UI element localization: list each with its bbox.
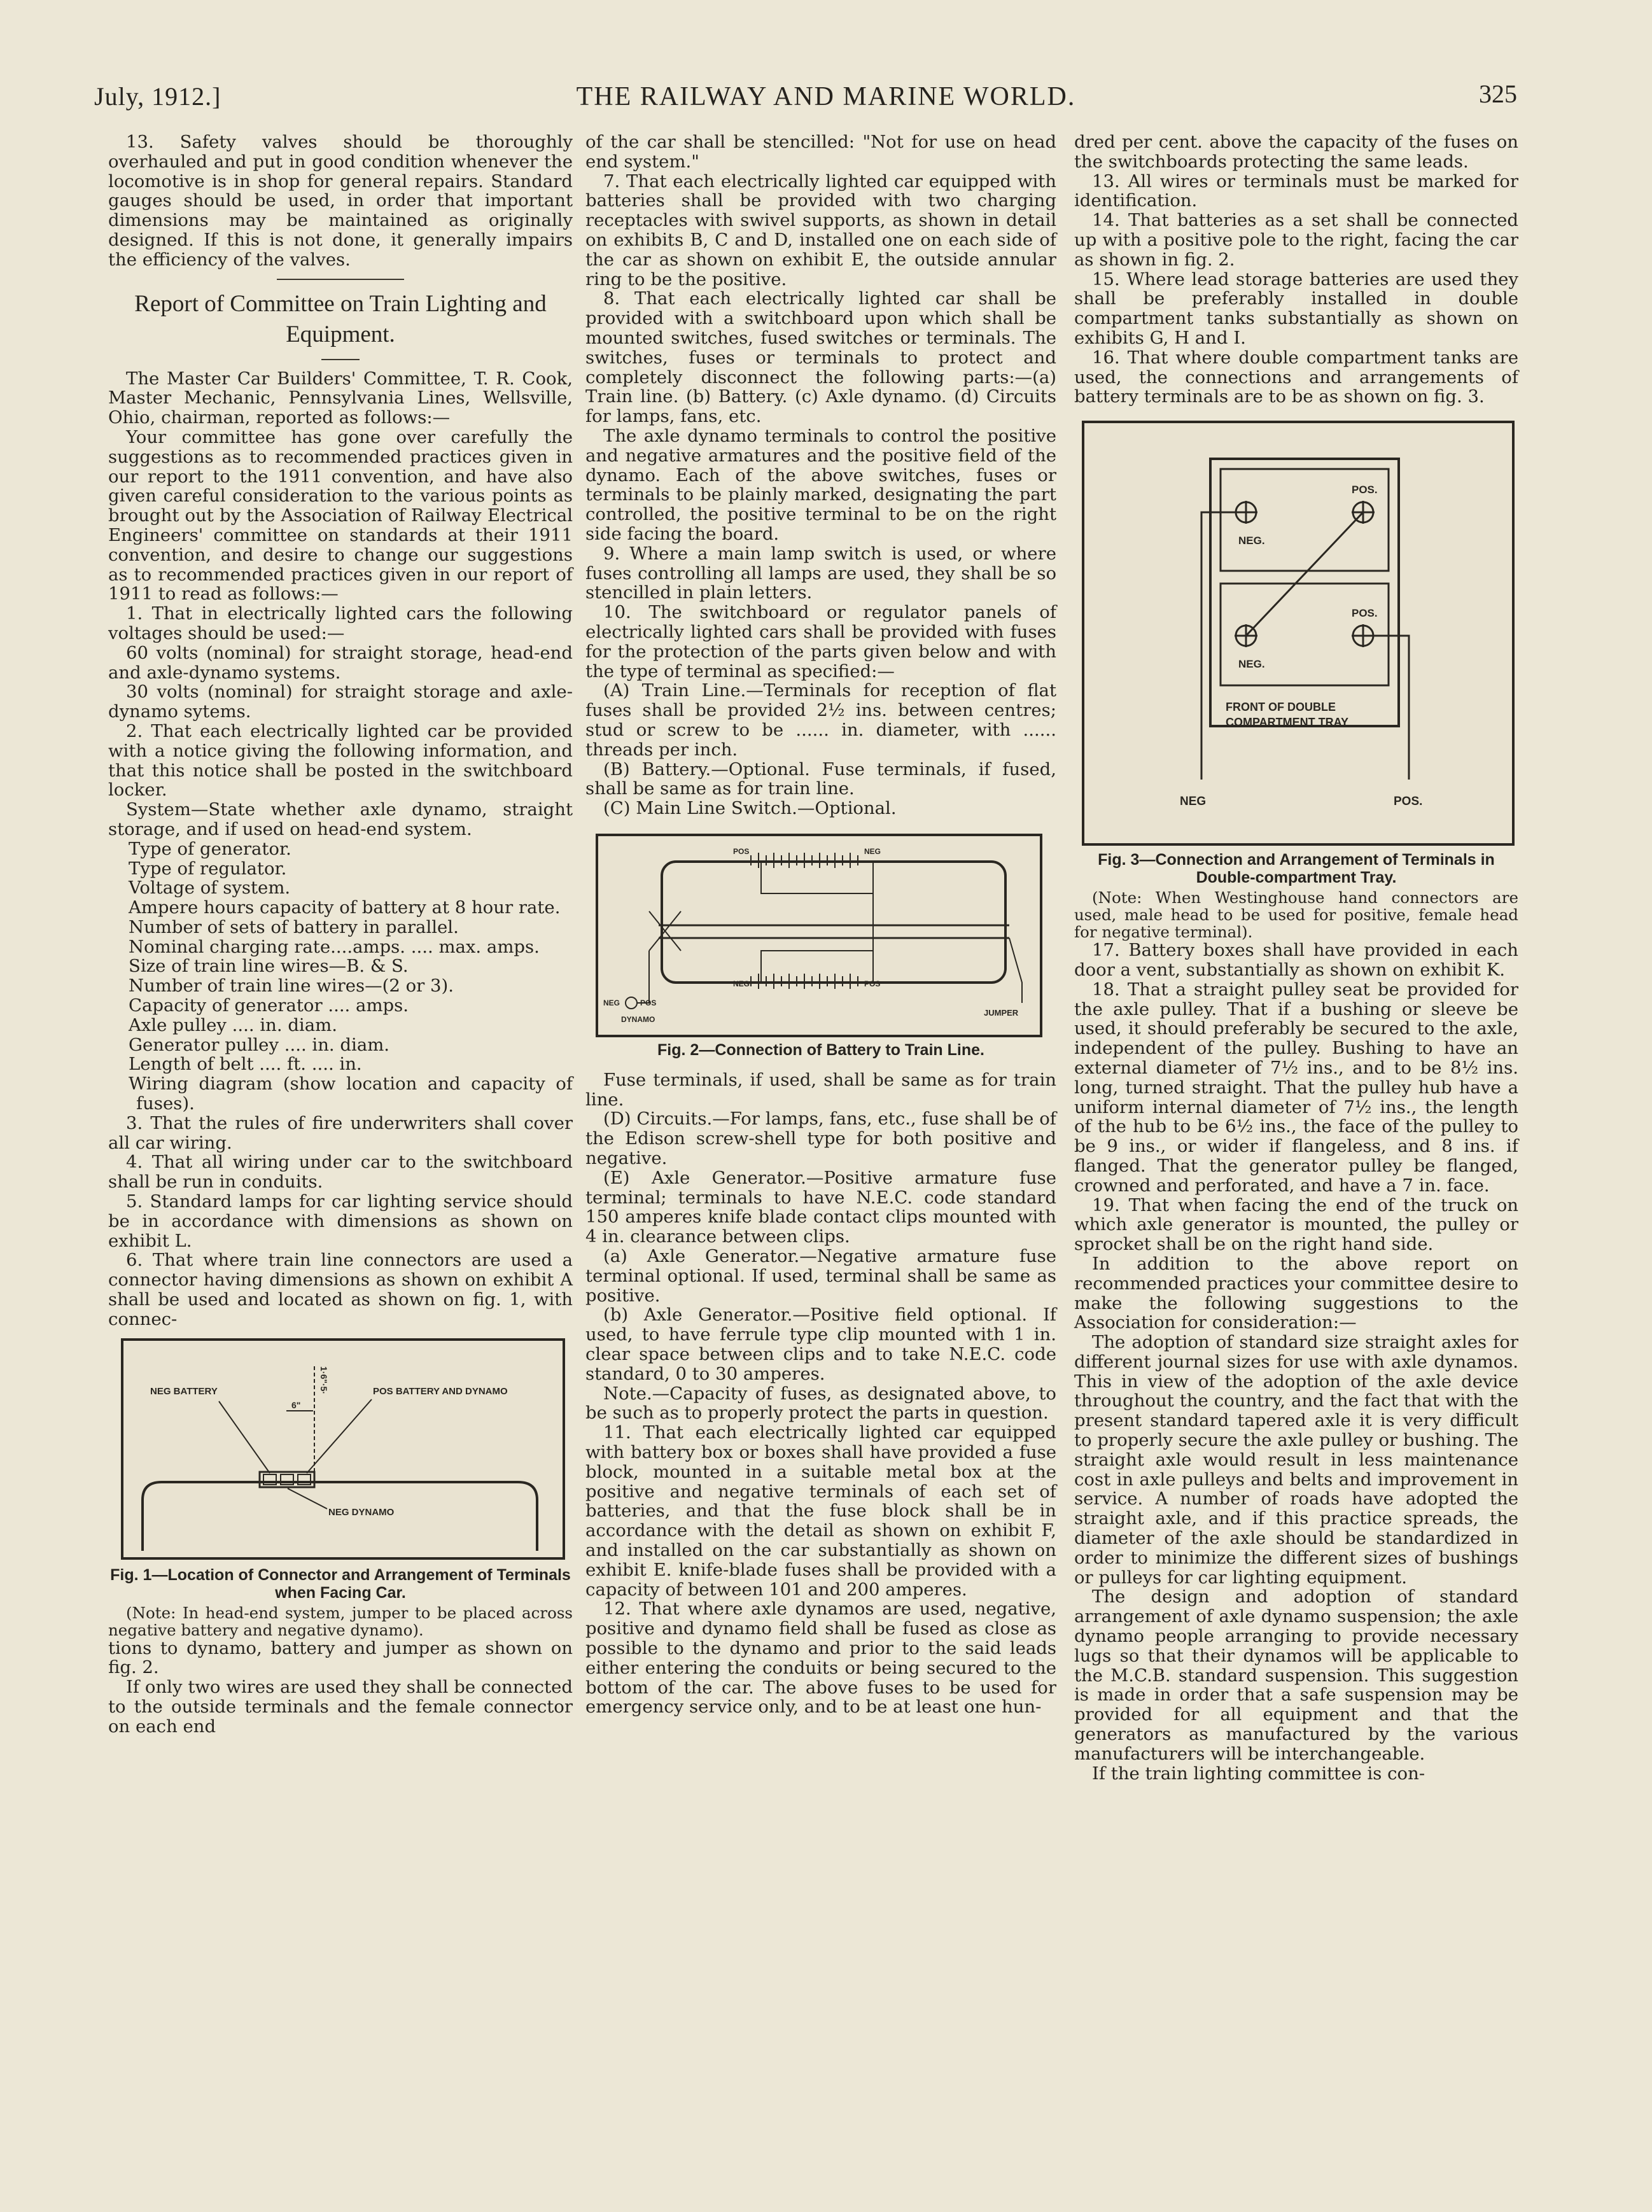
- notice-line: Voltage of system.: [129, 878, 291, 899]
- item-4: 4. That all wiring under car to the switchboard shall be run in conduits.: [108, 1152, 573, 1193]
- figure-3-caption: Fig. 3—Connection and Arrangement of Terminals in Double-compartment Tray.: [1098, 851, 1495, 887]
- notice-line: Nominal charging rate....amps. .... max. amps.: [129, 936, 540, 957]
- connections-continued: tions to dynamo, battery and jumper as shown on fig. 2.: [108, 1637, 573, 1678]
- figure-3-diagram: [1084, 423, 1512, 843]
- fig2-label-neg-top: NEG: [864, 846, 881, 856]
- fig2-label-neg: NEG: [603, 998, 620, 1007]
- addition-paragraph: In addition to the above report on recommended practices your committee desire to make the following suggestions to the Association for consideration:—: [1074, 1253, 1518, 1333]
- figure-1-note: (Note: In head-end system, jumper to be placed across negative battery and negative dynamo).: [108, 1603, 573, 1639]
- intro-paragraph: The Master Car Builders' Committee, T. R. Cook, Master Mechanic, Pennsylvania Lines, Wellsville, Ohio, chairman, reported as follows:—: [108, 368, 573, 428]
- item-10: 10. The switchboard or regulator panels of electrically lighted cars shall be provided with fuses for the protection of the parts given below and with the type of terminal as specified:—: [585, 602, 1056, 682]
- item-5: 5. Standard lamps for car lighting service should be in accordance with dimensions as shown on exhibit L.: [108, 1191, 573, 1251]
- two-wires-paragraph: If only two wires are used they shall be connected to the outside terminals and the female connector on each end: [108, 1677, 573, 1737]
- stencil-continued: of the car shall be stencilled: "Not for use on head end system.": [585, 132, 1056, 172]
- fuse-note: Note.—Capacity of fuses, as designated above, to be such as to properly protect the parts in question.: [585, 1383, 1056, 1424]
- final-line: If the train lighting committee is con-: [1092, 1763, 1425, 1784]
- notice-line: Generator pulley .... in. diam.: [129, 1034, 390, 1055]
- item-1: 1. That in electrically lighted cars the following voltages should be used:—: [108, 603, 573, 643]
- item-16: 16. That where double compartment tanks are used, the connections and arrangements of battery terminals are to be as shown on fig. 3.: [1074, 347, 1518, 407]
- straight-axle-paragraph: The adoption of standard size straight axles for different journal sizes for use with axle dynamos. This in view of the adoption of the axle device throughout the country, and the fact that with the present standard tapered axle it is very difficult to properly secure the axle pulley or bushing. The straight axle would result in less maintenance cost in axle pulleys and belts and improvement in service. A number of roads have adopted the straight axle, and if this practice spreads, the diameter of the axle should be standardized in order to minimize the different sizes of bushings or pulleys for car lighting equipment.: [1074, 1332, 1518, 1588]
- item-3: 3. That the rules of fire underwriters shall cover all car wiring.: [108, 1112, 573, 1153]
- notice-line: Type of generator.: [129, 838, 291, 859]
- column-3: [1074, 132, 1518, 1783]
- fig2-label-jumper: JUMPER: [984, 1007, 1019, 1018]
- figure-1-diagram: [123, 1341, 563, 1557]
- figure-1-caption: Fig. 1—Location of Connector and Arrangement of Terminals when Facing Car.: [110, 1565, 571, 1602]
- figure-2-caption: Fig. 2—Connection of Battery to Train Line.: [657, 1040, 984, 1059]
- fig3-label-neg: NEG: [1180, 795, 1207, 809]
- notice-line: Length of belt .... ft. .... in.: [129, 1054, 362, 1075]
- item-19: 19. That when facing the end of the truck on which axle generator is mounted, the pulley or sprocket shall be on the right hand side.: [1074, 1194, 1518, 1255]
- item-6: 6. That where train line connectors are used a connector having dimensions as shown on exhibit A shall be used and located as shown on fig. 1, with connec-: [108, 1250, 573, 1329]
- fig3-label-neg-2: NEG.: [1238, 658, 1265, 671]
- fig2-label-pos: POS: [640, 998, 657, 1007]
- fig2-label-neg-bottom: NEG: [733, 979, 750, 988]
- fig3-label-pos: POS.: [1394, 795, 1423, 809]
- fig1-label-neg-battery: NEG BATTERY: [150, 1385, 218, 1397]
- item-14: 14. That batteries as a set shall be connected up with a positive pole to the right, facing the car as shown in fig. 2.: [1074, 210, 1518, 270]
- fig1-dimension: 1·6"·5·: [319, 1366, 329, 1394]
- notice-line: Ampere hours capacity of battery at 8 hour rate.: [129, 897, 561, 918]
- running-head-date: July, 1912.]: [94, 82, 221, 111]
- axle-dynamo-terminals: The axle dynamo terminals to control the positive and negative armatures and the positive field of the dynamo. Each of the above switches, fuses or terminals to be plainly marked, designating the part controlled, the positive terminal to be on the right side facing the board.: [585, 425, 1056, 544]
- notice-line: Type of regulator.: [129, 858, 287, 879]
- fuses-continued: dred per cent. above the capacity of the fuses on the switchboards protecting the same leads.: [1074, 132, 1518, 172]
- item-15: 15. Where lead storage batteries are used they shall be preferably installed in double compartment tanks substantially as shown on exhibits G, H and I.: [1074, 269, 1518, 348]
- figure-1: [121, 1338, 565, 1560]
- item-8: 8. That each electrically lighted car shall be provided with a switchboard upon which shall be mounted switches, fused switches or terminals. The switches, fuses or terminals to protect and completely disconnect the following parts:—(a) Train line. (b) Battery. (c) Axle dynamo. (d) Circuits for lamps, fans, etc.: [585, 288, 1056, 427]
- notice-line: Capacity of generator .... amps.: [129, 995, 409, 1016]
- fig1-dimension-2: 6": [291, 1399, 301, 1410]
- item-9: 9. Where a main lamp switch is used, or where fuses controlling all lamps are used, they shall be so stencilled in plain letters.: [585, 543, 1056, 603]
- notice-line: Axle pulley .... in. diam.: [129, 1014, 337, 1035]
- divider-rule-short: [321, 359, 360, 360]
- figure-2: [596, 834, 1042, 1037]
- item-10e: (E) Axle Generator.—Positive armature fuse terminal; terminals to have N.E.C. code standard 150 amperes knife blade contact clips mounted with 4 in. clearance between clips.: [585, 1167, 1056, 1247]
- suspension-paragraph: The design and adoption of standard arrangement of axle dynamo suspension; the axle dynamo people arranging to provide necessary lugs so that their dynamos will be applicable to the M.C.B. standard suspension. This suggestion is made in order that a safe suspension may be provided for all equipment and that the generators as manufactured by the various manufacturers will be interchangeable.: [1074, 1586, 1518, 1764]
- fig1-label-neg-dynamo: NEG DYNAMO: [328, 1506, 395, 1518]
- fig3-label-pos-1: POS.: [1352, 484, 1378, 496]
- item-1b: 30 volts (nominal) for straight storage and axle-dynamo sytems.: [108, 682, 573, 722]
- item-10c: (C) Main Line Switch.—Optional.: [603, 798, 897, 819]
- fig3-label-pos-2: POS.: [1352, 607, 1378, 620]
- page-number: 325: [1479, 80, 1517, 108]
- fig3-label-compartment: COMPARTMENT TRAY: [1226, 716, 1348, 729]
- item-17: 17. Battery boxes shall have provided in each door a vent, substantially as shown on exhibit K.: [1074, 940, 1518, 980]
- item-7: 7. That each electrically lighted car equipped with batteries shall be provided with two charging receptacles with swivel supports, as shown in detail on exhibits B, C and D, installed one on each side of the car as shown on exhibit E, the outside annular ring to be the positive.: [585, 171, 1056, 290]
- article-heading: Report of Committee on Train Lighting and Equipment.: [134, 290, 547, 347]
- figure-3: [1082, 421, 1515, 846]
- notice-line: Wiring diagram (show location and capacity of fuses).: [129, 1074, 573, 1114]
- committee-paragraph: Your committee has gone over carefully the suggestions as to recommended practices given in our report to the 1911 convention, and have also given careful consideration to the various points as brought out by the Association of Railway Electrical Engineers' committee on standards at their 1911 convention, and desire to change our suggestions as to recommended practices given in our report of 1911 to read as follows:—: [108, 426, 573, 605]
- fig2-label-pos-bottom: POS: [864, 979, 881, 988]
- item-12: 12. That where axle dynamos are used, negative, positive and dynamo field shall be fused as close as possible to the dynamo and prior to the said leads either entering the conduits or being secured to the bottom of the car. The above fuses to be used for emergency service only, and to be at least one hun-: [585, 1599, 1056, 1718]
- item-10a: (A) Train Line.—Terminals for reception of flat fuses shall be provided 2½ ins. between centres; stud or screw to be ...... in. diameter, with ...... threads per inch.: [585, 680, 1056, 760]
- item-10e-a: (a) Axle Generator.—Negative armature fuse terminal optional. If used, terminal shall be same as positive.: [585, 1246, 1056, 1306]
- item-10d: (D) Circuits.—For lamps, fans, etc., fuse shall be of the Edison screw-shell type for both positive and negative.: [585, 1109, 1056, 1169]
- fig3-label-front: FRONT OF DOUBLE: [1226, 701, 1336, 714]
- notice-line: Number of train line wires—(2 or 3).: [129, 976, 454, 997]
- figure-3-note: (Note: When Westinghouse hand connectors are used, male head to be used for positive, female head for negative terminal).: [1074, 888, 1518, 942]
- item-11: 11. That each electrically lighted car equipped with battery box or boxes shall have provided a fuse block, mounted in a suitable metal box at the positive and negative terminals of each set of batteries, and that the fuse block shall be in accordance with the detail as shown on exhibit F, and installed on the car substantially as shown on exhibit E. knife-blade fuses shall be provided with a capacity of between 101 and 200 amperes.: [585, 1422, 1056, 1600]
- fig3-label-neg-1: NEG.: [1238, 535, 1265, 547]
- divider-rule: [277, 279, 404, 280]
- fuse-terminals: Fuse terminals, if used, shall be same as for train line.: [585, 1069, 1056, 1110]
- system-line: System—State whether axle dynamo, straight storage, and if used on head-end system.: [108, 799, 573, 839]
- fig2-label-dynamo: DYNAMO: [621, 1014, 655, 1024]
- fig2-label-pos-top: POS: [733, 846, 750, 856]
- paragraph-13-safety-valves: 13. Safety valves should be thoroughly overhauled and put in good condition whenever the locomotive is in shop for general repairs. Standard gauges should be used, in order that important dimensions may be maintained as originally designed. If this is not done, it generally impairs the efficiency of the valves.: [108, 132, 573, 270]
- figure-2-diagram: [598, 836, 1040, 1035]
- item-13: 13. All wires or terminals must be marked for identification.: [1074, 171, 1518, 211]
- running-head-title: THE RAILWAY AND MARINE WORLD.: [576, 82, 1076, 111]
- item-10e-b: (b) Axle Generator.—Positive field optional. If used, to have ferrule type clip mounted with 1 in. clear space between clips and to take N.E.C. code standard, 0 to 30 amperes.: [585, 1305, 1056, 1384]
- notice-line: Number of sets of battery in parallel.: [129, 916, 459, 937]
- fig1-label-pos: POS BATTERY AND DYNAMO: [373, 1385, 508, 1397]
- column-1: [108, 132, 573, 1737]
- item-18: 18. That a straight pulley seat be provided for the axle pulley. That if a bushing or sleeve be used, it should preferably be secured to the axle, independent of the pulley. Bushing to have an external diameter of 7½ ins., and to be 8½ ins. long, turned straight. That the pulley hub have a uniform internal diameter of 7½ ins., the length of the hub to be 6½ ins., the face of the pulley to be 9 ins., or wider if flangeless, and 8 ins. if flanged. That the generator pulley be flanged, crowned and perforated, and have a 7 in. face.: [1074, 979, 1518, 1196]
- item-2: 2. That each electrically lighted car be provided with a notice giving the following information, and that this notice shall be posted in the switchboard locker.: [108, 720, 573, 801]
- notice-line: Size of train line wires—B. & S.: [129, 956, 409, 977]
- column-2: [585, 132, 1056, 1717]
- item-1a: 60 volts (nominal) for straight storage, head-end and axle-dynamo systems.: [108, 642, 573, 683]
- item-10b: (B) Battery.—Optional. Fuse terminals, if fused, shall be same as for train line.: [585, 759, 1056, 799]
